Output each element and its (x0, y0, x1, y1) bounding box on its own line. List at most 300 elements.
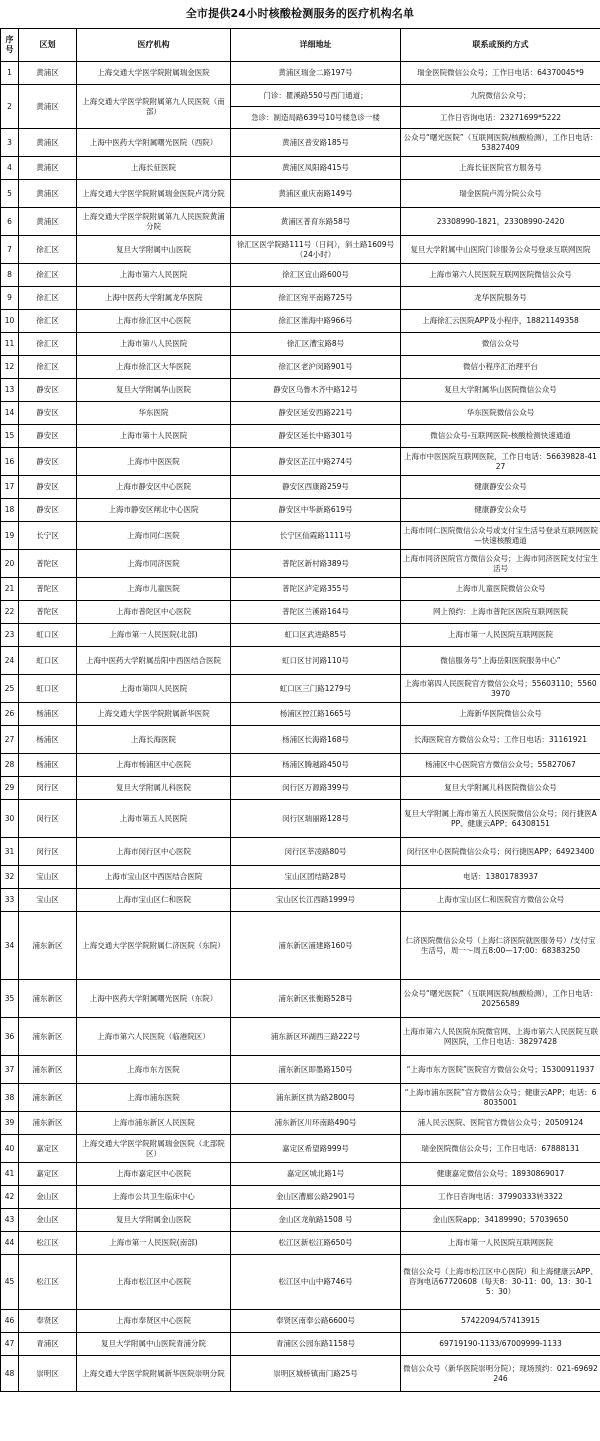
address-cell: 崇明区城桥镇南门路25号 (231, 1356, 401, 1392)
hospital-name-cell: 上海市静安区中心医院 (77, 476, 231, 499)
hospital-name-cell: 上海市静安区闸北中心医院 (77, 499, 231, 522)
row-number: 6 (1, 208, 19, 236)
table-row (1, 1112, 600, 1135)
district-cell: 松江区 (19, 1232, 77, 1255)
row-number: 2 (1, 85, 19, 129)
row-number: 16 (1, 448, 19, 476)
district-cell: 宝山区 (19, 889, 77, 912)
address-cell: 静安区西康路259号 (231, 476, 401, 499)
row-number: 24 (1, 647, 19, 675)
row-number: 13 (1, 379, 19, 402)
district-cell: 虹口区 (19, 647, 77, 675)
contact-cell: 上海市第四人民医院官方微信公众号；55603110；55603970 (401, 675, 600, 703)
row-number: 48 (1, 1356, 19, 1392)
district-cell: 黄浦区 (19, 62, 77, 85)
district-cell: 徐汇区 (19, 264, 77, 287)
contact-cell: 69719190-1133/67009999-1133 (401, 1333, 600, 1356)
table-row (1, 287, 600, 310)
contact-cell: 上海徐汇云医院APP及小程序，18821149358 (401, 310, 600, 333)
hospital-name-cell: 上海市第四人民医院 (77, 675, 231, 703)
address-cell: 浦东新区拱为路2800号 (231, 1084, 401, 1112)
district-cell: 闵行区 (19, 777, 77, 800)
hospital-name-cell: 上海市宝山区仁和医院 (77, 889, 231, 912)
address-cell: 徐汇区医学院路111号（日间），斜土路1609号（24小时） (231, 236, 401, 264)
contact-cell: 57422094/57413915 (401, 1310, 600, 1333)
hospital-name-cell: 上海市儿童医院 (77, 578, 231, 601)
contact-cell: 上海长征医院官方服务号 (401, 157, 600, 180)
hospital-name-cell: 上海中医药大学附属曙光医院（东院） (77, 980, 231, 1018)
district-cell: 静安区 (19, 448, 77, 476)
table-row (1, 1084, 600, 1112)
table-row (1, 264, 600, 287)
address-cell: 静安区延安西路221号 (231, 402, 401, 425)
district-cell: 虹口区 (19, 675, 77, 703)
row-number: 46 (1, 1310, 19, 1333)
hospital-name-cell: 复旦大学附属儿科医院 (77, 777, 231, 800)
row-number: 19 (1, 522, 19, 550)
hospital-name-cell: 上海市第六人民医院 (77, 264, 231, 287)
address-cell-line: 急诊：制造局路639号10号楼急诊一楼 (231, 106, 400, 128)
district-cell: 普陀区 (19, 601, 77, 624)
contact-cell: 微信公众号（新华医院崇明分院）；现场预约：021-69692246 (401, 1356, 600, 1392)
address-cell: 闵行区瑞丽路128号 (231, 800, 401, 838)
table-row (1, 703, 600, 726)
contact-cell: “上海市浦东医院”官方微信公众号；健康云APP；电话：68035001 (401, 1084, 600, 1112)
address-cell: 徐汇区老沪闵路901号 (231, 356, 401, 379)
hospital-name-cell: 上海交通大学医学院附属瑞金医院（北部院区） (77, 1135, 231, 1163)
row-number: 26 (1, 703, 19, 726)
contact-cell: 电话：13801783937 (401, 866, 600, 889)
header-no: 序号 (1, 29, 19, 62)
row-number: 22 (1, 601, 19, 624)
contact-cell: 上海市中医医院互联网医院，工作日电话：56639828-4127 (401, 448, 600, 476)
table-row (1, 180, 600, 208)
district-cell: 静安区 (19, 425, 77, 448)
address-cell: 徐汇区淮海中路966号 (231, 310, 401, 333)
contact-cell (401, 85, 600, 129)
address-cell-line: 门诊：瞿溪路550号西门通道； (263, 91, 368, 100)
table-row (1, 754, 600, 777)
address-cell: 奉贤区南奉公路6600号 (231, 1310, 401, 1333)
table-row (1, 777, 600, 800)
address-cell: 静安区乌鲁木齐中路12号 (231, 379, 401, 402)
address-cell: 虹口区甘河路110号 (231, 647, 401, 675)
hospital-name-cell: 上海市杨浦区中心医院 (77, 754, 231, 777)
table-row (1, 129, 600, 157)
address-cell: 松江区中山中路746号 (231, 1255, 401, 1310)
table-row (1, 1356, 600, 1392)
district-cell: 杨浦区 (19, 754, 77, 777)
contact-cell: 健康静安公众号 (401, 499, 600, 522)
row-number: 1 (1, 62, 19, 85)
hospital-name-cell: 上海市同济医院 (77, 550, 231, 578)
hospital-table (0, 28, 600, 1392)
hospital-name-cell: 华东医院 (77, 402, 231, 425)
table-row (1, 647, 600, 675)
hospital-name-cell: 上海中医药大学附属岳阳中西医结合医院 (77, 647, 231, 675)
contact-cell: 复旦大学附属华山医院微信公众号 (401, 379, 600, 402)
district-cell: 黄浦区 (19, 129, 77, 157)
hospital-name-cell: 上海交通大学医学院附属第九人民医院黄浦分院 (77, 208, 231, 236)
row-number: 28 (1, 754, 19, 777)
district-cell: 虹口区 (19, 624, 77, 647)
address-cell: 徐汇区宜山路600号 (231, 264, 401, 287)
hospital-name-cell: 上海市中医医院 (77, 448, 231, 476)
hospital-name-cell: 复旦大学附属华山医院 (77, 379, 231, 402)
address-cell: 闵行区莘凌路80号 (231, 838, 401, 866)
row-number: 21 (1, 578, 19, 601)
table-row (1, 499, 600, 522)
contact-cell: 上海市同济医院官方微信公众号；上海市同济医院支付宝生活号 (401, 550, 600, 578)
district-cell: 浦东新区 (19, 980, 77, 1018)
table-row (1, 578, 600, 601)
address-cell: 杨浦区腾越路450号 (231, 754, 401, 777)
table-row (1, 85, 600, 129)
district-cell: 浦东新区 (19, 912, 77, 980)
row-number: 32 (1, 866, 19, 889)
district-cell: 浦东新区 (19, 1056, 77, 1084)
district-cell: 长宁区 (19, 522, 77, 550)
address-cell: 青浦区公园东路1158号 (231, 1333, 401, 1356)
row-number: 27 (1, 726, 19, 754)
row-number: 33 (1, 889, 19, 912)
district-cell: 普陀区 (19, 578, 77, 601)
page-title: 全市提供24小时核酸检测服务的医疗机构名单 (185, 7, 415, 20)
hospital-name-cell: 上海市松江区中心医院 (77, 1255, 231, 1310)
table-header-row (1, 29, 600, 62)
address-cell: 宝山区长江西路1999号 (231, 889, 401, 912)
row-number: 5 (1, 180, 19, 208)
district-cell: 浦东新区 (19, 1018, 77, 1056)
contact-cell: 复旦大学附属中山医院门诊服务公众号登录互联网医院 (401, 236, 600, 264)
hospital-name-cell: 上海市第十人民医院 (77, 425, 231, 448)
table-row (1, 476, 600, 499)
district-cell: 黄浦区 (19, 208, 77, 236)
district-cell: 奉贤区 (19, 1310, 77, 1333)
district-cell: 浦东新区 (19, 1084, 77, 1112)
header-contact: 联系或预约方式 (401, 29, 600, 62)
address-cell: 黄浦区凤阳路415号 (231, 157, 401, 180)
address-cell: 浦东新区张衡路528号 (231, 980, 401, 1018)
contact-cell: 华东医院微信公众号 (401, 402, 600, 425)
header-district: 区划 (19, 29, 77, 62)
table-body (1, 62, 600, 1392)
address-cell: 长宁区仙霞路1111号 (231, 522, 401, 550)
address-cell: 浦东新区环湖西三路222号 (231, 1018, 401, 1056)
contact-cell: 长海医院官方微信公众号；工作日电话：31161921 (401, 726, 600, 754)
district-cell: 宝山区 (19, 866, 77, 889)
contact-cell: 公众号“曙光医院”（互联网医院/核酸检测），工作日电话：53827409 (401, 129, 600, 157)
contact-cell: 龙华医院服务号 (401, 287, 600, 310)
hospital-name-cell: 上海市第六人民医院（临港院区） (77, 1018, 231, 1056)
row-number: 43 (1, 1209, 19, 1232)
table-row (1, 1163, 600, 1186)
district-cell: 静安区 (19, 476, 77, 499)
row-number: 38 (1, 1084, 19, 1112)
hospital-name-cell: 上海交通大学医学院附属瑞金医院卢湾分院 (77, 180, 231, 208)
table-row (1, 1232, 600, 1255)
hospital-name-cell: 上海市第一人民医院(北部) (77, 624, 231, 647)
table-row (1, 448, 600, 476)
address-cell: 嘉定区城北路1号 (231, 1163, 401, 1186)
district-cell: 静安区 (19, 402, 77, 425)
row-number: 47 (1, 1333, 19, 1356)
contact-cell: 微信小程序汇治理平台 (401, 356, 600, 379)
table-row (1, 1186, 600, 1209)
district-cell: 浦东新区 (19, 1112, 77, 1135)
contact-cell: 微信公众号 (401, 333, 600, 356)
contact-cell: 23308990-1821，23308990-2420 (401, 208, 600, 236)
hospital-name-cell: 上海市公共卫生临床中心 (77, 1186, 231, 1209)
contact-cell: 复旦大学附属上海市第五人民医院微信公众号；闵行捷医APP、健康云APP；64308151 (401, 800, 600, 838)
hospital-name-cell: 复旦大学附属金山医院 (77, 1209, 231, 1232)
address-cell: 普陀区新村路389号 (231, 550, 401, 578)
hospital-name-cell: 上海交通大学医学院附属仁济医院（东院） (77, 912, 231, 980)
table-row (1, 1333, 600, 1356)
address-cell: 宝山区团结路28号 (231, 866, 401, 889)
address-cell: 黄浦区普安路185号 (231, 129, 401, 157)
header-address: 详细地址 (231, 29, 401, 62)
address-cell (231, 85, 401, 129)
district-cell: 黄浦区 (19, 157, 77, 180)
contact-cell: 仁济医院微信公众号（上海仁济医院就医服务号）/支付宝生活号，周一～周五8:00—17:00：68383250 (401, 912, 600, 980)
table-row (1, 379, 600, 402)
row-number: 29 (1, 777, 19, 800)
district-cell: 崇明区 (19, 1356, 77, 1392)
hospital-name-cell: 上海交通大学医学院附属第九人民医院（南部） (77, 85, 231, 129)
row-number: 31 (1, 838, 19, 866)
district-cell: 嘉定区 (19, 1163, 77, 1186)
table-row (1, 1310, 600, 1333)
address-cell: 虹口区三门路1279号 (231, 675, 401, 703)
contact-cell-line: 工作日咨询电话：23271699*5222 (401, 106, 600, 128)
district-cell: 闵行区 (19, 838, 77, 866)
table-row (1, 1255, 600, 1310)
contact-cell: 公众号“曙光医院”（互联网医院/核酸检测），工作日电话：20256589 (401, 980, 600, 1018)
address-cell: 黄浦区普育东路58号 (231, 208, 401, 236)
contact-cell: 健康嘉定微信公众号；18930869017 (401, 1163, 600, 1186)
row-number: 15 (1, 425, 19, 448)
hospital-name-cell: 上海交通大学医学院附属新华医院 (77, 703, 231, 726)
row-number: 17 (1, 476, 19, 499)
row-number: 11 (1, 333, 19, 356)
district-cell: 黄浦区 (19, 180, 77, 208)
district-cell: 杨浦区 (19, 703, 77, 726)
address-cell: 黄浦区重庆南路149号 (231, 180, 401, 208)
district-cell: 徐汇区 (19, 236, 77, 264)
table-row (1, 550, 600, 578)
row-number: 8 (1, 264, 19, 287)
hospital-name-cell: 上海市第五人民医院 (77, 800, 231, 838)
contact-cell: 瑞金医院微信公众号；工作日电话：67888131 (401, 1135, 600, 1163)
row-number: 3 (1, 129, 19, 157)
table-row (1, 675, 600, 703)
hospital-name-cell: 上海中医药大学附属龙华医院 (77, 287, 231, 310)
contact-cell-line: 九院微信公众号； (470, 91, 531, 100)
contact-cell: 闵行区中心医院微信公众号；闵行捷医APP；64923400 (401, 838, 600, 866)
row-number: 35 (1, 980, 19, 1018)
address-cell: 松江区新松江路650号 (231, 1232, 401, 1255)
table-row (1, 310, 600, 333)
district-cell: 闵行区 (19, 800, 77, 838)
district-cell: 黄浦区 (19, 85, 77, 129)
table-row (1, 726, 600, 754)
hospital-name-cell: 上海市浦东新区人民医院 (77, 1112, 231, 1135)
contact-cell: 工作日咨询电话：37990333转3322 (401, 1186, 600, 1209)
row-number: 23 (1, 624, 19, 647)
hospital-name-cell: 上海中医药大学附属曙光医院（西院） (77, 129, 231, 157)
table-row (1, 889, 600, 912)
hospital-name-cell: 上海市东方医院 (77, 1056, 231, 1084)
row-number: 39 (1, 1112, 19, 1135)
address-cell: 嘉定区希望路999号 (231, 1135, 401, 1163)
district-cell: 徐汇区 (19, 356, 77, 379)
hospital-name-cell: 上海市徐汇区中心医院 (77, 310, 231, 333)
table-row (1, 866, 600, 889)
table-row (1, 333, 600, 356)
row-number: 37 (1, 1056, 19, 1084)
table-row (1, 800, 600, 838)
address-cell: 静安区中华新路619号 (231, 499, 401, 522)
address-cell: 徐汇区漕宝路8号 (231, 333, 401, 356)
table-row (1, 157, 600, 180)
address-cell: 虹口区武进路85号 (231, 624, 401, 647)
row-number: 9 (1, 287, 19, 310)
address-cell: 金山区龙航路1508 号 (231, 1209, 401, 1232)
hospital-name-cell: 上海市同仁医院 (77, 522, 231, 550)
table-row (1, 356, 600, 379)
district-cell: 静安区 (19, 379, 77, 402)
district-cell: 徐汇区 (19, 333, 77, 356)
hospital-name-cell: 上海市普陀区中心医院 (77, 601, 231, 624)
hospital-name-cell: 上海交通大学医学院附属瑞金医院 (77, 62, 231, 85)
contact-cell: 瑞金医院卢湾分院公众号 (401, 180, 600, 208)
hospital-name-cell: 上海市浦东医院 (77, 1084, 231, 1112)
contact-cell: 金山医院app；34189990；57039650 (401, 1209, 600, 1232)
row-number: 30 (1, 800, 19, 838)
table-row (1, 912, 600, 980)
contact-cell: 上海市第一人民医院互联网医院 (401, 624, 600, 647)
contact-cell: 上海市同仁医院微信公众号或支付宝生活号登录互联网医院—快速核酸通道 (401, 522, 600, 550)
contact-cell: 上海市第一人民医院互联网医院 (401, 1232, 600, 1255)
contact-cell: “上海市东方医院”医院官方微信公众号；15300911937 (401, 1056, 600, 1084)
district-cell: 杨浦区 (19, 726, 77, 754)
row-number: 41 (1, 1163, 19, 1186)
address-cell: 杨浦区控江路1665号 (231, 703, 401, 726)
table-row (1, 624, 600, 647)
row-number: 45 (1, 1255, 19, 1310)
district-cell: 嘉定区 (19, 1135, 77, 1163)
hospital-name-cell: 上海交通大学医学院附属新华医院崇明分院 (77, 1356, 231, 1392)
row-number: 4 (1, 157, 19, 180)
contact-cell: 上海市宝山区仁和医院官方微信公众号 (401, 889, 600, 912)
district-cell: 松江区 (19, 1255, 77, 1310)
row-number: 12 (1, 356, 19, 379)
contact-cell: 微信公众号（上海市松江区中心医院）和上海健康云APP、咨询电话67720608（每天8：30-11：00，13：30-15：30） (401, 1255, 600, 1310)
address-cell: 静安区延长中路301号 (231, 425, 401, 448)
contact-cell: 网上预约：上海市普陀区医院互联网医院 (401, 601, 600, 624)
hospital-name-cell: 上海市闵行区中心医院 (77, 838, 231, 866)
district-cell: 静安区 (19, 499, 77, 522)
contact-cell: 复旦大学附属儿科医院微信公众号 (401, 777, 600, 800)
district-cell: 金山区 (19, 1209, 77, 1232)
row-number: 20 (1, 550, 19, 578)
table-row (1, 522, 600, 550)
address-cell: 徐汇区宛平南路725号 (231, 287, 401, 310)
contact-cell: 上海市第六人民医院互联网医院微信公众号 (401, 264, 600, 287)
address-cell: 普陀区兰溪路164号 (231, 601, 401, 624)
district-cell: 徐汇区 (19, 310, 77, 333)
district-cell: 金山区 (19, 1186, 77, 1209)
table-row (1, 1135, 600, 1163)
hospital-name-cell: 上海市第一人民医院(南部) (77, 1232, 231, 1255)
contact-cell: 健康静安公众号 (401, 476, 600, 499)
contact-cell: 微信公众号-互联网医院-核酸检测快速通道 (401, 425, 600, 448)
table-row (1, 62, 600, 85)
row-number: 44 (1, 1232, 19, 1255)
hospital-name-cell: 上海市第八人民医院 (77, 333, 231, 356)
address-cell: 杨浦区长海路168号 (231, 726, 401, 754)
row-number: 25 (1, 675, 19, 703)
table-row (1, 838, 600, 866)
address-cell: 黄浦区瑞金二路197号 (231, 62, 401, 85)
address-cell: 浦东新区即墨路150号 (231, 1056, 401, 1084)
table-row (1, 425, 600, 448)
contact-cell: 上海新华医院微信公众号 (401, 703, 600, 726)
address-cell: 浦东新区川环南路490号 (231, 1112, 401, 1135)
contact-cell: 杨浦区中心医院官方微信公众号；55827067 (401, 754, 600, 777)
hospital-name-cell: 复旦大学附属中山医院青浦分院 (77, 1333, 231, 1356)
row-number: 10 (1, 310, 19, 333)
contact-cell: 浦人民云医院、医院官方微信公众号；20509124 (401, 1112, 600, 1135)
district-cell: 青浦区 (19, 1333, 77, 1356)
contact-cell: 上海市儿童医院微信公众号 (401, 578, 600, 601)
row-number: 7 (1, 236, 19, 264)
row-number: 14 (1, 402, 19, 425)
district-cell: 徐汇区 (19, 287, 77, 310)
hospital-name-cell: 上海市嘉定区中心医院 (77, 1163, 231, 1186)
table-row (1, 1056, 600, 1084)
row-number: 42 (1, 1186, 19, 1209)
contact-cell: 上海市第六人民医院东院微官网、上海市第六人民医院互联网医院，工作日电话：38297428 (401, 1018, 600, 1056)
row-number: 36 (1, 1018, 19, 1056)
contact-cell: 瑞金医院微信公众号；工作日电话：64370045*9 (401, 62, 600, 85)
table-row (1, 402, 600, 425)
address-cell: 静安区芷江中路274号 (231, 448, 401, 476)
hospital-name-cell: 上海市徐汇区大华医院 (77, 356, 231, 379)
row-number: 18 (1, 499, 19, 522)
hospital-name-cell: 复旦大学附属中山医院 (77, 236, 231, 264)
hospital-name-cell: 上海长征医院 (77, 157, 231, 180)
hospital-name-cell: 上海市奉贤区中心医院 (77, 1310, 231, 1333)
hospital-name-cell: 上海长海医院 (77, 726, 231, 754)
row-number: 34 (1, 912, 19, 980)
table-row (1, 1209, 600, 1232)
table-row (1, 980, 600, 1018)
address-cell: 普陀区泸定路355号 (231, 578, 401, 601)
address-cell: 浦东新区浦建路160号 (231, 912, 401, 980)
table-row (1, 1018, 600, 1056)
address-cell: 金山区漕廊公路2901号 (231, 1186, 401, 1209)
district-cell: 普陀区 (19, 550, 77, 578)
table-row (1, 236, 600, 264)
row-number: 40 (1, 1135, 19, 1163)
contact-cell: 微信服务号“上海岳阳医院服务中心” (401, 647, 600, 675)
address-cell: 闵行区万源路399号 (231, 777, 401, 800)
table-row (1, 208, 600, 236)
table-row (1, 601, 600, 624)
hospital-name-cell: 上海市宝山区中西医结合医院 (77, 866, 231, 889)
